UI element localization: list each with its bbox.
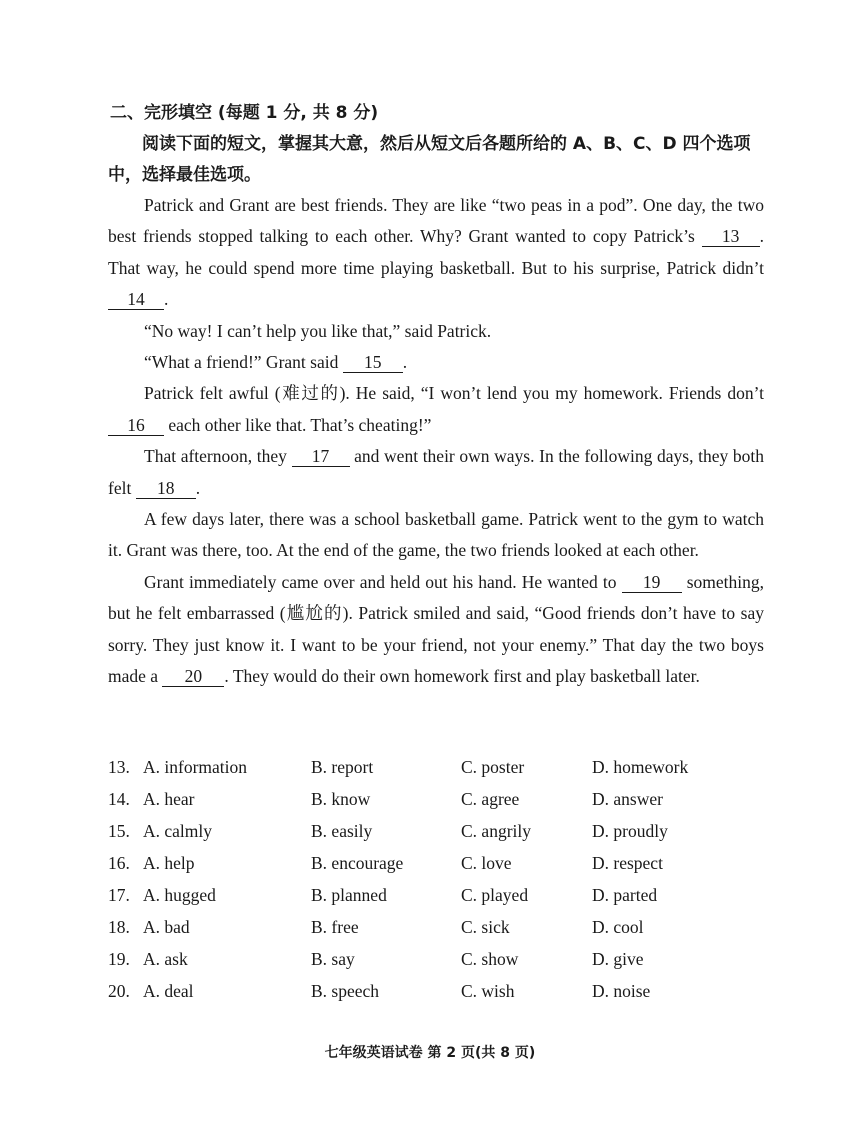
option-b: B. say <box>311 949 355 969</box>
question-number: 19. <box>108 949 130 969</box>
passage-text: each other like that. That’s cheating!” <box>164 414 432 435</box>
passage-text: . That way, he could spend more time playing basketball. But to his surprise, Patrick didn’t <box>108 226 764 278</box>
passage-text: . They would do their own homework first and play basketball later. <box>224 666 700 687</box>
option-row-18 <box>108 917 728 949</box>
option-row-17 <box>108 885 728 917</box>
blank-15: 15 <box>343 352 403 373</box>
question-number: 15. <box>108 821 130 841</box>
passage-text: . <box>402 352 408 373</box>
option-row-13 <box>108 757 728 789</box>
option-b: B. planned <box>311 885 387 905</box>
question-number: 17. <box>108 885 130 905</box>
paragraph-4 <box>108 378 764 441</box>
option-c: C. love <box>461 853 512 873</box>
option-b: B. easily <box>311 821 373 841</box>
answer-options <box>108 757 728 1013</box>
option-d: D. proudly <box>592 821 668 841</box>
passage-text: Patrick and Grant are best friends. They are like “two peas in a pod”. One day, the two best friends stopped talking to each other. Why? Grant wanted to copy Patrick’s <box>108 195 764 247</box>
passage-text: A few days later, there was a school basketball game. Patrick went to the gym to watch it. Grant was there, too. At the end of the game, the two friends looked at each other. <box>108 509 764 561</box>
question-number: 13. <box>108 757 130 777</box>
passage-text: “What a friend!” Grant said <box>144 352 343 373</box>
option-a: A. hear <box>143 789 195 809</box>
passage-text: and went their own ways. In the following days, they both felt <box>108 446 764 498</box>
paragraph-1 <box>108 190 764 316</box>
option-b: B. know <box>311 789 371 809</box>
option-d: D. cool <box>592 917 644 937</box>
option-b: B. free <box>311 917 359 937</box>
paragraph-7 <box>108 567 764 693</box>
option-row-16 <box>108 853 728 885</box>
passage-text: Patrick felt awful (难过的). He said, “I won’t lend you my homework. Friends don’t <box>144 383 764 404</box>
option-b: B. encourage <box>311 853 404 873</box>
option-d: D. noise <box>592 981 651 1001</box>
section-instructions: 阅读下面的短文，掌握其大意，然后从短文后各题所给的 A、B、C、D 四个选项中，选择最佳选项。 <box>108 134 751 185</box>
question-number: 20. <box>108 981 130 1001</box>
option-b: B. report <box>311 757 374 777</box>
option-c: C. angrily <box>461 821 531 841</box>
blank-14: 14 <box>108 289 164 310</box>
page-footer: 七年级英语试卷 第 2 页(共 8 页) <box>324 1045 536 1061</box>
blank-20: 20 <box>162 666 224 687</box>
option-c: C. wish <box>461 981 515 1001</box>
option-row-20 <box>108 981 728 1013</box>
paragraph-3 <box>108 347 764 378</box>
option-a: A. ask <box>143 949 188 969</box>
passage-text: That afternoon, they <box>144 446 292 467</box>
blank-19: 19 <box>622 572 682 593</box>
option-b: B. speech <box>311 981 380 1001</box>
section-title: 二、完形填空 (每题 1 分, 共 8 分) <box>110 103 379 123</box>
option-row-15 <box>108 821 728 853</box>
option-d: D. respect <box>592 853 663 873</box>
option-a: A. hugged <box>143 885 216 905</box>
option-d: D. give <box>592 949 644 969</box>
option-a: A. information <box>143 757 248 777</box>
option-row-19 <box>108 949 728 981</box>
paragraph-6 <box>108 504 764 567</box>
option-a: A. deal <box>143 981 194 1001</box>
passage-text: . <box>164 289 169 310</box>
blank-16: 16 <box>108 415 164 436</box>
question-number: 16. <box>108 853 130 873</box>
question-number: 14. <box>108 789 130 809</box>
passage-text: something, but he felt embarrassed (尴尬的). Patrick smiled and said, “Good friends don’t have to say sorry. They just know it. I want to be your friend, not your enemy.” That day the two boys made a <box>108 571 764 687</box>
question-number: 18. <box>108 917 130 937</box>
option-d: D. parted <box>592 885 658 905</box>
blank-18: 18 <box>136 478 196 499</box>
passage <box>108 190 764 693</box>
option-d: D. answer <box>592 789 663 809</box>
option-c: C. sick <box>461 917 510 937</box>
passage-text: . <box>195 477 201 498</box>
blank-13: 13 <box>702 226 760 247</box>
option-c: C. agree <box>461 789 520 809</box>
paragraph-2 <box>108 316 764 347</box>
option-d: D. homework <box>592 757 689 777</box>
option-c: C. show <box>461 949 519 969</box>
blank-17: 17 <box>292 446 350 467</box>
option-a: A. calmly <box>143 821 213 841</box>
passage-text: Grant immediately came over and held out his hand. He wanted to <box>144 571 622 592</box>
option-a: A. bad <box>143 917 190 937</box>
option-row-14 <box>108 789 728 821</box>
option-a: A. help <box>143 853 195 873</box>
passage-text: “No way! I can’t help you like that,” said Patrick. <box>144 320 492 341</box>
paragraph-5 <box>108 441 764 504</box>
option-c: C. poster <box>461 757 525 777</box>
option-c: C. played <box>461 885 529 905</box>
